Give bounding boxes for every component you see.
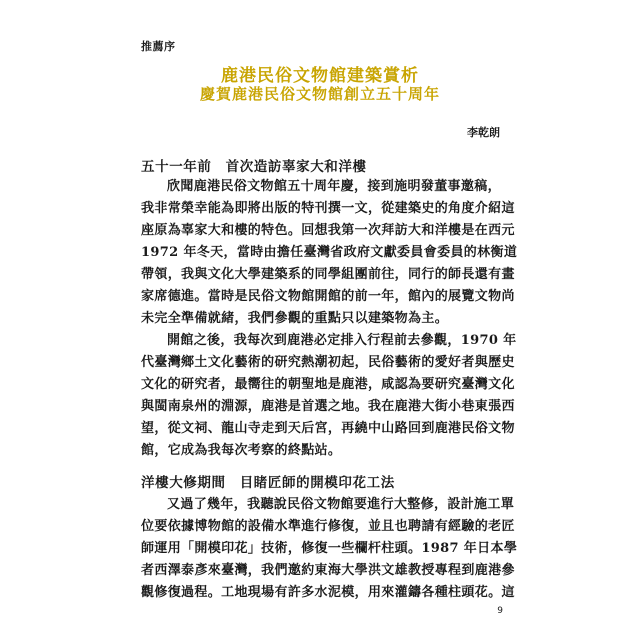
- text-line: 1972 年冬天，當時由擔任臺灣省政府文獻委員會委員的林衡道: [141, 245, 518, 260]
- text-line: 帶領，我與文化大學建築系的同學組團前往，同行的師長還有畫: [141, 267, 515, 282]
- paragraph-3: [141, 494, 518, 604]
- text-line: 未完全準備就緒，我們參觀的重點只以建築物為主。: [141, 311, 449, 326]
- text-line: 開館之後，我每次到鹿港必定排入行程前去參觀，1970 年: [167, 333, 517, 348]
- text-line: 與閩南泉州的淵源，鹿港是首選之地。我在鹿港大街小巷東張西: [141, 399, 515, 414]
- text-line: 欣聞鹿港民俗文物館五十周年慶，接到施明發董事邀稿，: [167, 179, 501, 194]
- text-line: 又過了幾年，我聽說民俗文物館要進行大整修，設計施工單: [167, 497, 515, 512]
- section-heading-1: 五十一年前 首次造訪辜家大和洋樓: [141, 159, 367, 175]
- text-line: 我非常榮幸能為即將出版的特刊撰一文，從建築史的角度介紹這: [141, 201, 515, 216]
- text-line: 家席德進。當時是民俗文物館開館的前一年，館內的展覽文物尚: [141, 289, 515, 304]
- article-subtitle: 慶賀鹿港民俗文物館創立五十周年: [199, 85, 440, 103]
- text-line: 文化的研究者，最嚮往的朝聖地是鹿港，咸認為要研究臺灣文化: [141, 377, 515, 392]
- article-title: 鹿港民俗文物館建築賞析: [221, 66, 419, 86]
- text-line: 者西澤泰彥來臺灣，我們邀約東海大學洪文雄教授專程到鹿港參: [141, 563, 515, 578]
- page-number: 9: [497, 606, 503, 616]
- paragraph-1: [141, 176, 518, 330]
- author-name: 李乾朗: [467, 126, 500, 139]
- text-line: 位要依據博物館的設備水準進行修復，並且也聘請有經驗的老匠: [141, 519, 515, 534]
- text-line: 座原為辜家大和樓的特色。回想我第一次拜訪大和洋樓是在西元: [141, 223, 515, 238]
- section-label: 推薦序: [141, 40, 176, 53]
- text-line: 觀修復過程。工地現場有許多水泥模，用來灌鑄各種柱頭花。這: [141, 585, 515, 600]
- text-line: 望，從文祠、龍山寺走到天后宮，再繞中山路回到鹿港民俗文物: [141, 421, 515, 436]
- section-heading-2: 洋樓大修期間 目睹匠師的開模印花工法: [141, 475, 395, 491]
- paragraph-2: [141, 330, 517, 462]
- text-line: 代臺灣鄉土文化藝術的研究熱潮初起，民俗藝術的愛好者與歷史: [141, 355, 515, 370]
- text-line: 館，它成為我每次考察的終點站。: [141, 443, 342, 458]
- text-line: 師運用「開模印花」技術，修復一些欄杆柱頭。1987 年日本學: [141, 541, 518, 556]
